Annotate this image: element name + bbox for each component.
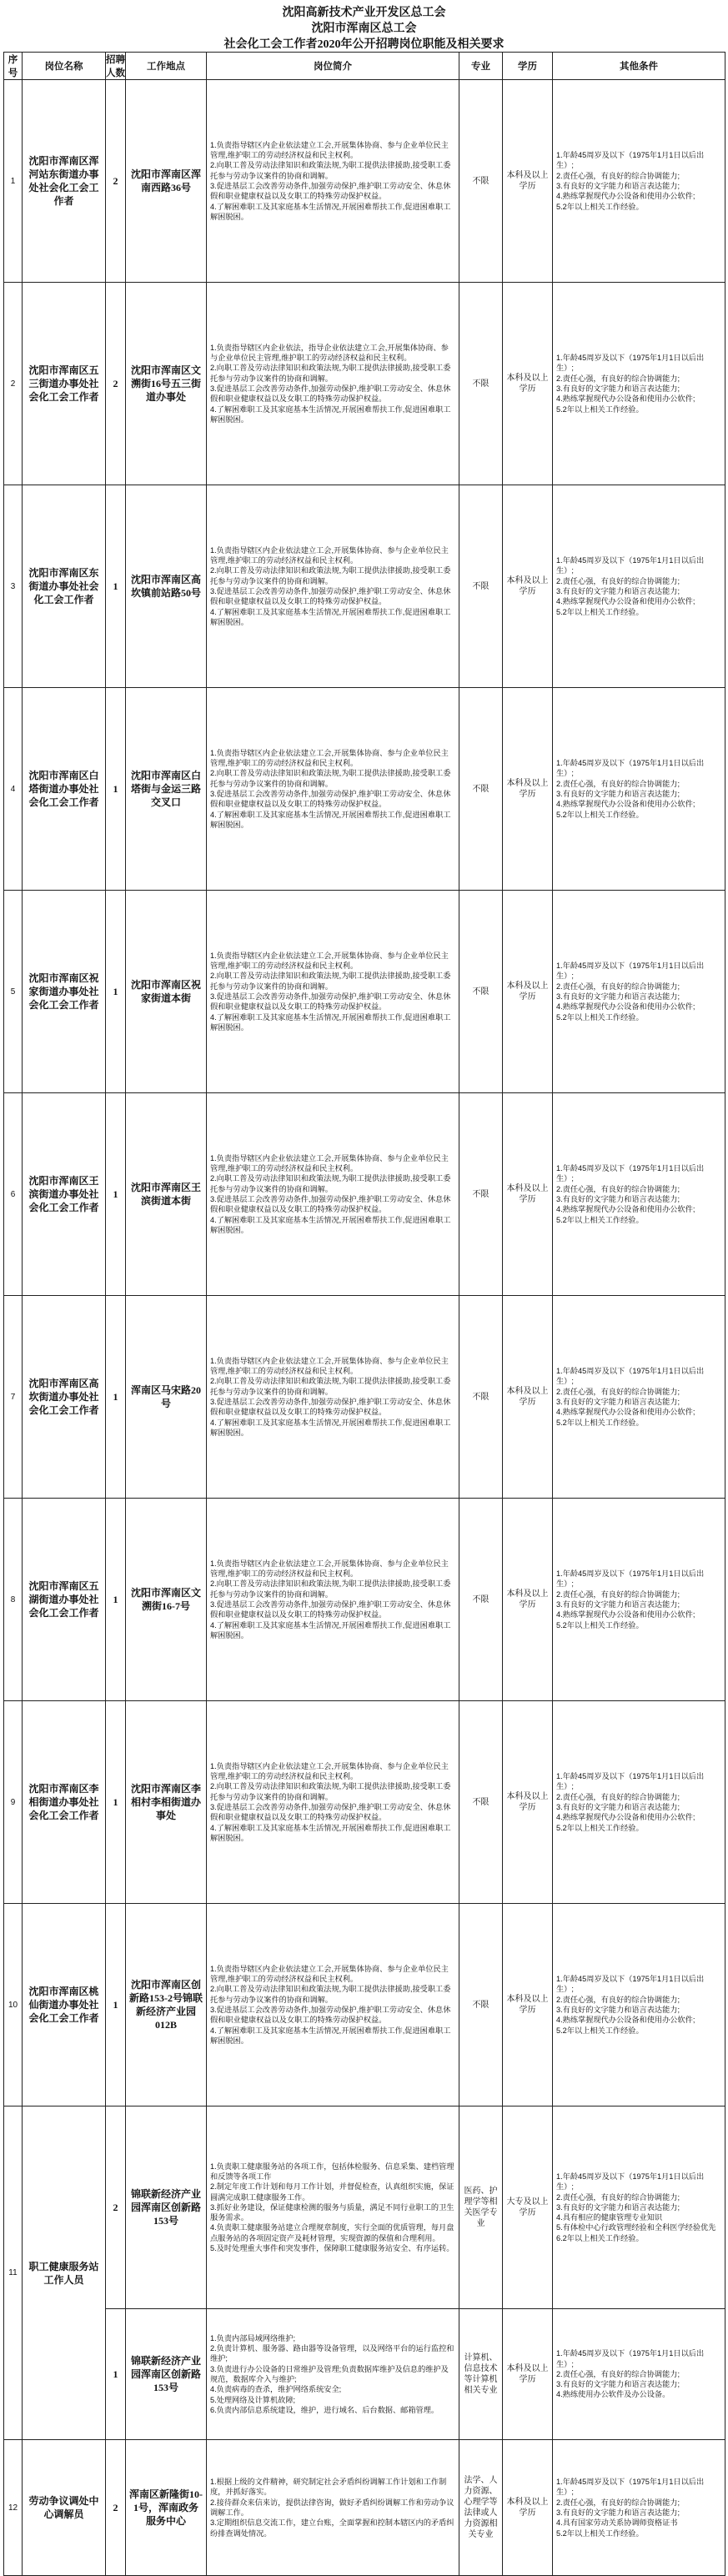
table-body [4, 80, 725, 2576]
cell-education: 本科及以上学历 [503, 1904, 553, 2106]
condition-line: 4.具有相应的健康管理专业知识 [556, 2213, 663, 2222]
header-count: 招聘人数 [106, 53, 126, 80]
cell-description [207, 1499, 459, 1701]
cell-count: 2 [106, 80, 126, 283]
table-header-row [4, 53, 725, 80]
condition-line: 3.有良好的文字能力和语言表达能力; [556, 2006, 680, 2014]
description-line: 3.抓好业务建设，保证健康检测的服务与质量，满足不同行业职工的卫生服务需求。 [210, 2202, 454, 2222]
cell-count: 1 [106, 1904, 126, 2106]
cell-education: 本科及以上学历 [503, 80, 553, 283]
cell-no: 4 [4, 688, 23, 891]
cell-location: 沈阳市浑南区王滨街道本街 [126, 1093, 207, 1296]
description-line: 1.根据上级的文件精神，研究制定社会矛盾纠纷调解工作计划和工作制度，并抓好落实。 [210, 2478, 447, 2497]
header-position: 岗位名称 [23, 53, 106, 80]
condition-line: 4.熟练掌握现代办公设备和使用办公软件; [556, 1205, 695, 1214]
condition-line: 4.熟练掌握现代办公设备和使用办公软件; [556, 1813, 695, 1822]
description-line: 2.向职工普及劳动法律知识和政策法规,为职工提供法律援助,接受职工委托参与劳动争议案件的协商和调解。 [210, 566, 451, 585]
description-line: 1.负责指导辖区内企业依法建立工会,开展集体协商、参与企业单位民主管理,维护职工的劳动经济权益和民主权利。 [210, 1964, 449, 1984]
condition-line: 3.有良好的文字能力和语言表达能力; [556, 1600, 680, 1609]
cell-conditions [553, 2440, 725, 2576]
description-line: 4.负责职工健康服务站建立合理规章制度，实行全面的优质管理，每月盘点服务站的各项固定资产及耗材管理，实现资源的保值和合理利用。 [210, 2223, 454, 2242]
cell-conditions [553, 891, 725, 1093]
recruitment-table [3, 52, 725, 2576]
description-line: 4.负责病毒的查杀，维护网络系统安全; [210, 2385, 342, 2394]
cell-description [207, 688, 459, 891]
description-line: 1.负责指导辖区内企业依法建立工会,开展集体协商、参与企业单位民主管理,维护职工的劳动经济权益和民主权利。 [210, 951, 449, 971]
description-line: 2.向职工普及劳动法律知识和政策法规,为职工提供法律援助,接受职工委托参与劳动争议案件的协商和调解。 [210, 972, 451, 991]
description-line: 3.促进基层工会改善劳动条件,加强劳动保护,维护职工劳动安全、休息休假和职业健康权益以及女职工的特殊劳动保护权益。 [210, 182, 451, 201]
cell-description [207, 2309, 459, 2440]
cell-education: 本科及以上学历 [503, 1701, 553, 1904]
cell-position: 沈阳市浑南区五湖街道办事处社会化工会工作者 [23, 1499, 106, 1701]
condition-line: 1.年龄45周岁及以下（1975年1月1日以后出生）; [556, 1975, 705, 1994]
cell-description [207, 1093, 459, 1296]
cell-location: 浑南区马宋路20号 [126, 1296, 207, 1499]
condition-line: 4.熟练掌握现代办公设备和使用办公软件; [556, 1610, 695, 1619]
description-line: 1.负责指导辖区内企业依法建立工会,开展集体协商、参与企业单位民主管理,维护职工的劳动经济权益和民主权利。 [210, 1761, 449, 1781]
cell-count: 2 [106, 283, 126, 485]
description-line: 1.负责指导辖区内企业依法建立工会,开展集体协商、参与企业单位民主管理,维护职工的劳动经济权益和民主权利。 [210, 140, 449, 160]
cell-major: 不限 [459, 1904, 503, 2106]
description-line: 3.促进基层工会改善劳动条件,加强劳动保护,维护职工劳动安全、休息休假和职业健康权益以及女职工的特殊劳动保护权益。 [210, 1803, 451, 1822]
condition-line: 4.熟练掌握现代办公设备和使用办公软件; [556, 1408, 695, 1417]
description-line: 4.了解困难职工及其家庭基本生活情况,开展困难帮扶工作,促进困难职工解困脱困。 [210, 810, 451, 829]
condition-line: 3.有良好的文字能力和语言表达能力; [556, 992, 680, 1001]
cell-location: 浑南区新隆街10-1号，浑南政务服务中心 [126, 2440, 207, 2576]
cell-no: 2 [4, 283, 23, 485]
header-location: 工作地点 [126, 53, 207, 80]
description-line: 3.促进基层工会改善劳动条件,加强劳动保护,维护职工劳动安全、休息休假和职业健康权益以及女职工的特殊劳动保护权益。 [210, 2006, 451, 2025]
cell-no: 12 [4, 2440, 23, 2576]
cell-education: 本科及以上学历 [503, 283, 553, 485]
condition-line: 2.责任心强，有良好的综合协调能力; [556, 171, 680, 180]
cell-location: 沈阳市浑南区高坎镇前站路50号 [126, 485, 207, 688]
cell-position: 沈阳市浑南区东街道办事处社会化工会工作者 [23, 485, 106, 688]
title-line-2: 沈阳市浑南区总工会 [311, 23, 417, 35]
header-major: 专业 [459, 53, 503, 80]
condition-line: 5.2年以上相关工作经验。 [556, 607, 644, 616]
cell-location: 沈阳市浑南区祝家街道本街 [126, 891, 207, 1093]
table-row [4, 485, 725, 688]
condition-line: 1.年龄45周岁及以下（1975年1月1日以后出生）; [556, 962, 705, 981]
description-line: 3.促进基层工会改善劳动条件,加强劳动保护,维护职工劳动安全、休息休假和职业健康权益以及女职工的特殊劳动保护权益。 [210, 790, 451, 809]
condition-line: 5.2年以上相关工作经验。 [556, 1823, 644, 1832]
description-line: 3.促进基层工会改善劳动条件,加强劳动保护,维护职工劳动安全、休息休假和职业健康权益以及女职工的特殊劳动保护权益。 [210, 992, 451, 1012]
condition-line: 1.年龄45周岁及以下（1975年1月1日以后出生）; [556, 556, 705, 575]
description-line: 2.向职工普及劳动法律知识和政策法规,为职工提供法律援助,接受职工委托参与劳动争议案件的协商和调解。 [210, 1174, 451, 1193]
cell-education: 本科及以上学历 [503, 485, 553, 688]
cell-count: 1 [106, 1093, 126, 1296]
cell-education: 本科及以上学历 [503, 1499, 553, 1701]
cell-conditions [553, 80, 725, 283]
description-line: 1.负责指导辖区内企业依法，指导企业依法建立工会,开展集体协商、参与企业单位民主管理,维护职工的劳动经济权益和民主权利。 [210, 343, 449, 363]
description-line: 3.负责进行办公设备的日常维护及管理;负责数据库维护及信息的维护及规范，数据库介入与维护; [210, 2364, 449, 2383]
description-line: 4.了解困难职工及其家庭基本生活情况,开展困难帮扶工作,促进困难职工解困脱困。 [210, 607, 451, 626]
description-line: 2.向职工普及劳动法律知识和政策法规,为职工提供法律援助,接受职工委托参与劳动争议案件的协商和调解。 [210, 769, 451, 788]
table-row [4, 1499, 725, 1701]
cell-location: 沈阳市浑南区白塔街与金运三路交叉口 [126, 688, 207, 891]
condition-line: 5.有体检中心行政管理经验和全科医学经验优先 [556, 2223, 716, 2232]
header-conditions: 其他条件 [553, 53, 725, 80]
cell-major: 不限 [459, 80, 503, 283]
cell-major: 医药、护理学等相关医学专业 [459, 2106, 503, 2309]
header-education: 学历 [503, 53, 553, 80]
condition-line: 2.责任心强，有良好的综合协调能力; [556, 576, 680, 585]
description-line: 4.了解困难职工及其家庭基本生活情况,开展困难帮扶工作,促进困难职工解困脱困。 [210, 1418, 451, 1437]
condition-line: 1.年龄45周岁及以下（1975年1月1日以后出生）; [556, 1772, 705, 1791]
condition-line: 4.熟练掌握现代办公设备和使用办公软件; [556, 2016, 695, 2025]
condition-line: 4.熟练掌握现代办公设备和使用办公软件; [556, 1002, 695, 1012]
table-row [4, 80, 725, 283]
cell-description [207, 485, 459, 688]
cell-no: 3 [4, 485, 23, 688]
condition-line: 1.年龄45周岁及以下（1975年1月1日以后出生）; [556, 1367, 705, 1386]
cell-count: 2 [106, 2440, 126, 2576]
table-row [4, 2309, 725, 2440]
condition-line: 5.2年以上相关工作经验。 [556, 404, 644, 414]
header-no: 序号 [4, 53, 23, 80]
condition-line: 1.年龄45周岁及以下（1975年1月1日以后出生）; [556, 1569, 705, 1589]
cell-major: 不限 [459, 1296, 503, 1499]
cell-count: 1 [106, 2309, 126, 2440]
cell-conditions [553, 688, 725, 891]
description-line: 2.接待群众来信来访，提供法律咨询，做好矛盾纠纷调解工作和劳动争议调解工作。 [210, 2498, 454, 2517]
table-row [4, 1701, 725, 1904]
cell-major: 不限 [459, 485, 503, 688]
cell-description [207, 2440, 459, 2576]
cell-position: 沈阳市浑南区王滨街道办事处社会化工会工作者 [23, 1093, 106, 1296]
cell-position: 沈阳市浑南区五三街道办事处社会化工会工作者 [23, 283, 106, 485]
condition-line: 2.责任心强，有良好的综合协调能力; [556, 1184, 680, 1193]
condition-line: 5.2年以上相关工作经验。 [556, 2528, 644, 2538]
description-line: 4.了解困难职工及其家庭基本生活情况,开展困难帮扶工作,促进困难职工解困脱困。 [210, 404, 451, 424]
description-line: 4.了解困难职工及其家庭基本生活情况,开展困难帮扶工作,促进困难职工解困脱困。 [210, 1620, 451, 1640]
description-line: 1.负责指导辖区内企业依法建立工会,开展集体协商、参与企业单位民主管理,维护职工的劳动经济权益和民主权利。 [210, 748, 449, 768]
cell-position: 劳动争议调处中心调解员 [23, 2440, 106, 2576]
condition-line: 3.有良好的文字能力和语言表达能力; [556, 2508, 680, 2517]
cell-description [207, 80, 459, 283]
description-line: 6.负责内部信息系统建设，维护，进行域名、后台数据、邮箱管理。 [210, 2405, 439, 2414]
cell-count: 1 [106, 891, 126, 1093]
cell-description [207, 1904, 459, 2106]
condition-line: 4.熟练掌握现代办公设备和使用办公软件; [556, 800, 695, 809]
cell-position: 沈阳市浑南区白塔街道办事处社会化工会工作者 [23, 688, 106, 891]
cell-count: 1 [106, 1499, 126, 1701]
cell-no: 1 [4, 80, 23, 283]
cell-no: 8 [4, 1499, 23, 1701]
cell-no: 11 [4, 2106, 23, 2440]
table-row [4, 2440, 725, 2576]
cell-position: 职工健康服务站工作人员 [23, 2106, 106, 2440]
condition-line: 4.熟练掌握现代办公设备和使用办公软件; [556, 192, 695, 201]
condition-line: 3.有良好的文字能力和语言表达能力; [556, 182, 680, 190]
cell-count: 1 [106, 1701, 126, 1904]
cell-location: 锦联新经济产业园浑南区创新路153号 [126, 2309, 207, 2440]
description-line: 4.了解困难职工及其家庭基本生活情况,开展困难帮扶工作,促进困难职工解困脱困。 [210, 2026, 451, 2045]
condition-line: 2.责任心强，有良好的综合协调能力; [556, 2369, 680, 2378]
table-row [4, 1904, 725, 2106]
table-row [4, 1296, 725, 1499]
table-row [4, 891, 725, 1093]
cell-education: 本科及以上学历 [503, 1093, 553, 1296]
condition-line: 5.2年以上相关工作经验。 [556, 1418, 644, 1427]
condition-line: 4.熟练掌握现代办公设备和使用办公软件; [556, 597, 695, 606]
condition-line: 3.有良好的文字能力和语言表达能力; [556, 1398, 680, 1406]
condition-line: 4.具有国家劳动关系协调师资格证书 [556, 2518, 678, 2528]
title-line-3: 社会化工会工作者2020年公开招聘岗位职能及相关要求 [223, 38, 505, 51]
condition-line: 3.有良好的文字能力和语言表达能力; [556, 2202, 680, 2212]
description-line: 4.了解困难职工及其家庭基本生活情况,开展困难帮扶工作,促进困难职工解困脱困。 [210, 1823, 451, 1842]
condition-line: 5.2年以上相关工作经验。 [556, 2026, 644, 2035]
cell-conditions [553, 1499, 725, 1701]
cell-count: 1 [106, 688, 126, 891]
condition-line: 2.责任心强，有良好的综合协调能力; [556, 982, 680, 991]
cell-major: 计算机、信息技术等计算机相关专业 [459, 2309, 503, 2440]
cell-location: 沈阳市浑南区浑南西路36号 [126, 80, 207, 283]
cell-location: 沈阳市浑南区文溯街16号五三街道办事处 [126, 283, 207, 485]
description-line: 1.负责指导辖区内企业依法建立工会,开展集体协商、参与企业单位民主管理,维护职工的劳动经济权益和民主权利。 [210, 545, 449, 565]
condition-line: 4.熟练掌握现代办公设备和使用办公软件; [556, 394, 695, 404]
description-line: 3.促进基层工会改善劳动条件,加强劳动保护,维护职工劳动安全、休息休假和职业健康权益以及女职工的特殊劳动保护权益。 [210, 587, 451, 606]
cell-position: 沈阳市浑南区桃仙街道办事处社会化工会工作者 [23, 1904, 106, 2106]
description-line: 2.向职工普及劳动法律知识和政策法规,为职工提供法律援助,接受职工委托参与劳动争议案件的协商和调解。 [210, 1579, 451, 1599]
cell-conditions [553, 1904, 725, 2106]
condition-line: 2.责任心强，有良好的综合协调能力; [556, 2192, 680, 2202]
cell-education: 本科及以上学历 [503, 1296, 553, 1499]
description-line: 2.制定年度工作计划和每月工作计划，并督促检查，认真组织实施，保证圆满完成职工健康服务工作。 [210, 2182, 454, 2202]
description-line: 1.负责指导辖区内企业依法建立工会,开展集体协商、参与企业单位民主管理,维护职工的劳动经济权益和民主权利。 [210, 1559, 449, 1579]
table-row [4, 688, 725, 891]
condition-line: 3.有良好的文字能力和语言表达能力; [556, 1195, 680, 1203]
condition-line: 3.有良好的文字能力和语言表达能力; [556, 790, 680, 798]
cell-no: 6 [4, 1093, 23, 1296]
cell-location: 沈阳市浑南区李相村李相街道办事处 [126, 1701, 207, 1904]
condition-line: 1.年龄45周岁及以下（1975年1月1日以后出生）; [556, 2172, 705, 2192]
description-line: 2.负责计算机、服务器、路由器等设备管理，以及网络平台的运行监控和维护; [210, 2344, 454, 2363]
cell-no: 7 [4, 1296, 23, 1499]
cell-description [207, 283, 459, 485]
description-line: 3.促进基层工会改善劳动条件,加强劳动保护,维护职工劳动安全、休息休假和职业健康权益以及女职工的特殊劳动保护权益。 [210, 1600, 451, 1619]
description-line: 1.负责指导辖区内企业依法建立工会,开展集体协商、参与企业单位民主管理,维护职工的劳动经济权益和民主权利。 [210, 1356, 449, 1376]
condition-line: 5.2年以上相关工作经验。 [556, 810, 644, 819]
condition-line: 1.年龄45周岁及以下（1975年1月1日以后出生）; [556, 1164, 705, 1183]
cell-position: 沈阳市浑南区李相街道办事处社会化工会工作者 [23, 1701, 106, 1904]
description-line: 3.定期组织信息交流工作，建立台账，全面掌握和控制本辖区内的矛盾纠纷排查调处情况。 [210, 2518, 454, 2538]
description-line: 1.负责内部局域网络维护; [210, 2333, 296, 2343]
condition-line: 2.责任心强，有良好的综合协调能力; [556, 2498, 680, 2507]
description-line: 2.向职工普及劳动法律知识和政策法规,为职工提供法律援助,接受职工委托参与劳动争议案件的协商和调解。 [210, 1782, 451, 1801]
cell-major: 不限 [459, 1093, 503, 1296]
cell-major: 不限 [459, 283, 503, 485]
description-line: 2.向职工普及劳动法律知识和政策法规,为职工提供法律援助,接受职工委托参与劳动争议案件的协商和调解。 [210, 1985, 451, 2004]
document-header [0, 0, 728, 53]
cell-position: 沈阳市浑南区高坎街道办事处社会化工会工作者 [23, 1296, 106, 1499]
cell-education: 本科及以上学历 [503, 2440, 553, 2576]
cell-no: 5 [4, 891, 23, 1093]
description-line: 4.了解困难职工及其家庭基本生活情况,开展困难帮扶工作,促进困难职工解困脱困。 [210, 1215, 451, 1234]
cell-description [207, 2106, 459, 2309]
condition-line: 1.年龄45周岁及以下（1975年1月1日以后出生）; [556, 759, 705, 778]
condition-line: 2.责任心强，有良好的综合协调能力; [556, 1589, 680, 1599]
condition-line: 2.责任心强，有良好的综合协调能力; [556, 1792, 680, 1801]
description-line: 1.负责职工健康服务站的各项工作，包括体检服务、信息采集、建档管理和反馈等各项工作 [210, 2162, 454, 2181]
condition-line: 3.有良好的文字能力和语言表达能力; [556, 587, 680, 595]
condition-line: 4.熟练使用办公软件及办公设备。 [556, 2390, 670, 2399]
cell-conditions [553, 485, 725, 688]
condition-line: 3.有良好的文字能力和语言表达能力; [556, 2380, 680, 2389]
cell-education: 本科及以上学历 [503, 688, 553, 891]
table-row [4, 2106, 725, 2309]
cell-count: 1 [106, 1296, 126, 1499]
description-line: 3.促进基层工会改善劳动条件,加强劳动保护,维护职工劳动安全、休息休假和职业健康权益以及女职工的特殊劳动保护权益。 [210, 1398, 451, 1417]
cell-no: 10 [4, 1904, 23, 2106]
cell-conditions [553, 2309, 725, 2440]
description-line: 4.了解困难职工及其家庭基本生活情况,开展困难帮扶工作,促进困难职工解困脱困。 [210, 1012, 451, 1032]
cell-major: 不限 [459, 688, 503, 891]
cell-location: 沈阳市浑南区创新路153-2号锦联新经济产业园012B [126, 1904, 207, 2106]
cell-position: 沈阳市浑南区祝家街道办事处社会化工会工作者 [23, 891, 106, 1093]
cell-conditions [553, 1296, 725, 1499]
description-line: 4.了解困难职工及其家庭基本生活情况,开展困难帮扶工作,促进困难职工解困脱困。 [210, 202, 451, 221]
cell-major: 不限 [459, 1499, 503, 1701]
table-row [4, 1093, 725, 1296]
description-line: 3.促进基层工会改善劳动条件,加强劳动保护,维护职工劳动安全、休息休假和职业健康权益以及女职工的特殊劳动保护权益。 [210, 1195, 451, 1214]
cell-no: 9 [4, 1701, 23, 1904]
cell-location: 沈阳市浑南区文溯街16-7号 [126, 1499, 207, 1701]
cell-count: 2 [106, 2106, 126, 2309]
description-line: 5.处理网络及计算机故障; [210, 2395, 296, 2404]
cell-conditions [553, 1701, 725, 1904]
condition-line: 3.有良好的文字能力和语言表达能力; [556, 384, 680, 393]
condition-line: 2.责任心强，有良好的综合协调能力; [556, 779, 680, 788]
condition-line: 2.责任心强，有良好的综合协调能力; [556, 1995, 680, 2004]
cell-description [207, 1701, 459, 1904]
cell-education: 本科及以上学历 [503, 891, 553, 1093]
condition-line: 2.责任心强，有良好的综合协调能力; [556, 374, 680, 383]
description-line: 5.及时处理重大事件和突发事件，保障职工健康服务站安全、有序运转。 [210, 2244, 454, 2253]
cell-conditions [553, 2106, 725, 2309]
description-line: 3.促进基层工会改善劳动条件,加强劳动保护,维护职工劳动安全、休息休假和职业健康权益以及女职工的特殊劳动保护权益。 [210, 384, 451, 404]
cell-count: 1 [106, 485, 126, 688]
description-line: 2.向职工普及劳动法律知识和政策法规,为职工提供法律援助,接受职工委托参与劳动争议案件的协商和调解。 [210, 364, 451, 383]
cell-major: 法学、人力资源、心理学等法律或人力资源相关专业 [459, 2440, 503, 2576]
header-description: 岗位简介 [207, 53, 459, 80]
table-row [4, 283, 725, 485]
description-line: 1.负责指导辖区内企业依法建立工会,开展集体协商、参与企业单位民主管理,维护职工的劳动经济权益和民主权利。 [210, 1153, 449, 1173]
condition-line: 1.年龄45周岁及以下（1975年1月1日以后出生）; [556, 2478, 705, 2497]
cell-conditions [553, 283, 725, 485]
condition-line: 5.2年以上相关工作经验。 [556, 202, 644, 211]
condition-line: 5.2年以上相关工作经验。 [556, 1620, 644, 1629]
condition-line: 1.年龄45周岁及以下（1975年1月1日以后出生）; [556, 354, 705, 373]
cell-description [207, 1296, 459, 1499]
description-line: 2.向职工普及劳动法律知识和政策法规,为职工提供法律援助,接受职工委托参与劳动争议案件的协商和调解。 [210, 161, 451, 180]
cell-description [207, 891, 459, 1093]
description-line: 2.向职工普及劳动法律知识和政策法规,为职工提供法律援助,接受职工委托参与劳动争议案件的协商和调解。 [210, 1377, 451, 1396]
condition-line: 5.2年以上相关工作经验。 [556, 1215, 644, 1224]
cell-education: 本科及以上学历 [503, 2309, 553, 2440]
cell-education: 大专及以上学历 [503, 2106, 553, 2309]
cell-major: 不限 [459, 1701, 503, 1904]
condition-line: 2.责任心强，有良好的综合协调能力; [556, 1387, 680, 1396]
cell-location: 锦联新经济产业园浑南区创新路153号 [126, 2106, 207, 2309]
condition-line: 1.年龄45周岁及以下（1975年1月1日以后出生）; [556, 2349, 705, 2368]
cell-position: 沈阳市浑南区浑河站东街道办事处社会化工会工作者 [23, 80, 106, 283]
condition-line: 3.有良好的文字能力和语言表达能力; [556, 1803, 680, 1811]
title-line-1: 沈阳高新技术产业开发区总工会 [282, 7, 446, 19]
condition-line: 5.2年以上相关工作经验。 [556, 1012, 644, 1022]
condition-line: 6.2年以上相关工作经验。 [556, 2233, 644, 2242]
cell-major: 不限 [459, 891, 503, 1093]
cell-conditions [553, 1093, 725, 1296]
condition-line: 1.年龄45周岁及以下（1975年1月1日以后出生）; [556, 151, 705, 170]
